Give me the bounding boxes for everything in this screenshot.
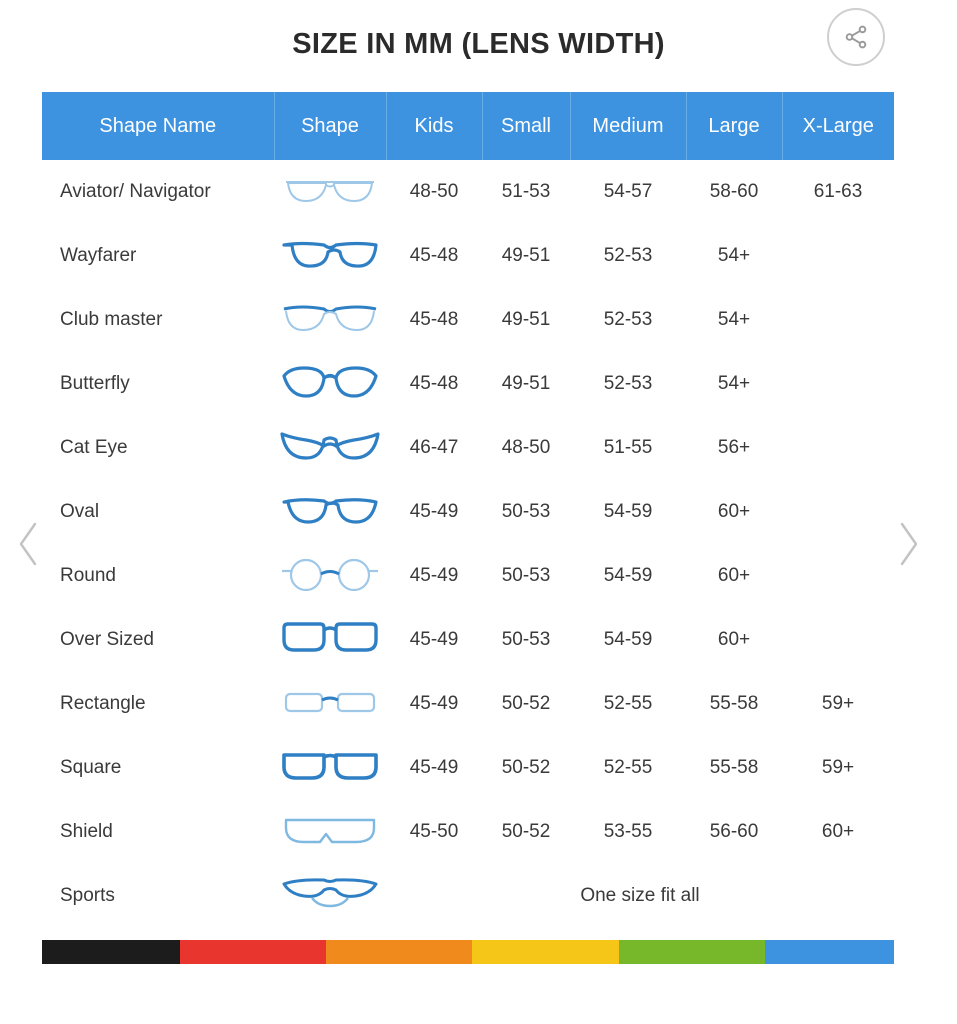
row-shape-name: Oval xyxy=(42,480,274,544)
row-value-xlarge xyxy=(782,544,894,608)
row-value-small: 49-51 xyxy=(482,288,570,352)
row-value-large: 58-60 xyxy=(686,160,782,224)
row-value-xlarge: 59+ xyxy=(782,672,894,736)
size-table-container xyxy=(42,92,894,928)
row-value-large: 54+ xyxy=(686,352,782,416)
row-value-xlarge xyxy=(782,608,894,672)
color-swatch-yellow xyxy=(472,940,618,964)
row-value-medium: 51-55 xyxy=(570,416,686,480)
row-value-kids: 45-49 xyxy=(386,672,482,736)
row-shape-name: Wayfarer xyxy=(42,224,274,288)
next-arrow-button[interactable] xyxy=(893,518,923,570)
row-value-xlarge: 61-63 xyxy=(782,160,894,224)
column-header-kids: Kids xyxy=(386,92,482,160)
row-value-medium: 52-55 xyxy=(570,672,686,736)
color-bar xyxy=(42,940,894,964)
color-swatch-black xyxy=(42,940,180,964)
table-row xyxy=(42,608,894,672)
row-value-small: 49-51 xyxy=(482,352,570,416)
row-value-medium: 54-59 xyxy=(570,608,686,672)
row-value-kids: 45-48 xyxy=(386,288,482,352)
table-row xyxy=(42,480,894,544)
row-value-kids: 48-50 xyxy=(386,160,482,224)
row-value-kids: 45-49 xyxy=(386,736,482,800)
color-swatch-blue xyxy=(765,940,894,964)
row-shape-name: Over Sized xyxy=(42,608,274,672)
table-row xyxy=(42,160,894,224)
row-value-small: 49-51 xyxy=(482,224,570,288)
color-swatch-red xyxy=(180,940,326,964)
row-value-xlarge xyxy=(782,224,894,288)
row-shape-name: Square xyxy=(42,736,274,800)
row-value-large: 54+ xyxy=(686,288,782,352)
row-value-large: 60+ xyxy=(686,544,782,608)
row-shape-name: Rectangle xyxy=(42,672,274,736)
round-glasses-icon xyxy=(274,544,386,608)
column-header-xlarge: X-Large xyxy=(782,92,894,160)
row-value-large: 54+ xyxy=(686,224,782,288)
row-shape-name: Shield xyxy=(42,800,274,864)
row-value-small: 48-50 xyxy=(482,416,570,480)
row-value-xlarge xyxy=(782,416,894,480)
row-value-kids: 45-49 xyxy=(386,608,482,672)
row-value-medium: 52-53 xyxy=(570,224,686,288)
table-row xyxy=(42,288,894,352)
oval-glasses-icon xyxy=(274,480,386,544)
column-header-shape: Shape xyxy=(274,92,386,160)
row-value-large: 60+ xyxy=(686,480,782,544)
square-glasses-icon xyxy=(274,736,386,800)
title-bar xyxy=(0,0,957,88)
color-swatch-orange xyxy=(326,940,472,964)
row-value-large: 55-58 xyxy=(686,736,782,800)
row-shape-name: Sports xyxy=(42,864,274,928)
table-row xyxy=(42,352,894,416)
sports-glasses-icon xyxy=(274,864,386,928)
row-value-kids: 45-49 xyxy=(386,544,482,608)
size-table xyxy=(42,92,894,928)
row-value-xlarge xyxy=(782,352,894,416)
row-shape-name: Club master xyxy=(42,288,274,352)
clubmaster-glasses-icon xyxy=(274,288,386,352)
row-value-medium: 54-59 xyxy=(570,480,686,544)
chevron-right-icon xyxy=(893,518,923,570)
row-shape-name: Aviator/ Navigator xyxy=(42,160,274,224)
table-row xyxy=(42,736,894,800)
row-value-xlarge: 60+ xyxy=(782,800,894,864)
table-header-row xyxy=(42,92,894,160)
row-value-medium: 53-55 xyxy=(570,800,686,864)
column-header-small: Small xyxy=(482,92,570,160)
table-row xyxy=(42,672,894,736)
row-value-medium: 54-59 xyxy=(570,544,686,608)
table-row xyxy=(42,800,894,864)
column-header-large: Large xyxy=(686,92,782,160)
butterfly-glasses-icon xyxy=(274,352,386,416)
row-value-xlarge xyxy=(782,480,894,544)
row-value-large: 55-58 xyxy=(686,672,782,736)
column-header-medium: Medium xyxy=(570,92,686,160)
row-value-medium: 54-57 xyxy=(570,160,686,224)
row-value-medium: 52-53 xyxy=(570,288,686,352)
row-value-large: 60+ xyxy=(686,608,782,672)
column-header-shape-name: Shape Name xyxy=(42,92,274,160)
row-value-medium: 52-53 xyxy=(570,352,686,416)
row-value-small: 50-52 xyxy=(482,736,570,800)
row-value-small: 50-53 xyxy=(482,544,570,608)
oversized-glasses-icon xyxy=(274,608,386,672)
row-value-kids: 45-50 xyxy=(386,800,482,864)
row-shape-name: Butterfly xyxy=(42,352,274,416)
table-row xyxy=(42,224,894,288)
share-icon xyxy=(843,24,869,50)
row-shape-name: Round xyxy=(42,544,274,608)
prev-arrow-button[interactable] xyxy=(14,518,44,570)
row-value-medium: 52-55 xyxy=(570,736,686,800)
shield-glasses-icon xyxy=(274,800,386,864)
cateye-glasses-icon xyxy=(274,416,386,480)
chevron-left-icon xyxy=(14,518,44,570)
row-value-small: 50-53 xyxy=(482,480,570,544)
row-value-small: 50-52 xyxy=(482,800,570,864)
share-button[interactable] xyxy=(827,8,885,66)
row-value-small: 50-53 xyxy=(482,608,570,672)
page-title: SIZE IN MM (LENS WIDTH) xyxy=(292,27,665,60)
row-shape-name: Cat Eye xyxy=(42,416,274,480)
row-value-large: 56-60 xyxy=(686,800,782,864)
wayfarer-glasses-icon xyxy=(274,224,386,288)
row-value-small: 50-52 xyxy=(482,672,570,736)
rectangle-glasses-icon xyxy=(274,672,386,736)
table-row xyxy=(42,416,894,480)
sports-note: One size fit all xyxy=(386,864,894,928)
row-value-kids: 45-48 xyxy=(386,352,482,416)
table-row xyxy=(42,544,894,608)
row-value-kids: 46-47 xyxy=(386,416,482,480)
table-row-sports xyxy=(42,864,894,928)
row-value-large: 56+ xyxy=(686,416,782,480)
row-value-kids: 45-48 xyxy=(386,224,482,288)
row-value-kids: 45-49 xyxy=(386,480,482,544)
row-value-xlarge xyxy=(782,288,894,352)
row-value-small: 51-53 xyxy=(482,160,570,224)
color-swatch-green xyxy=(619,940,765,964)
table-body xyxy=(42,160,894,928)
aviator-glasses-icon xyxy=(274,160,386,224)
row-value-xlarge: 59+ xyxy=(782,736,894,800)
